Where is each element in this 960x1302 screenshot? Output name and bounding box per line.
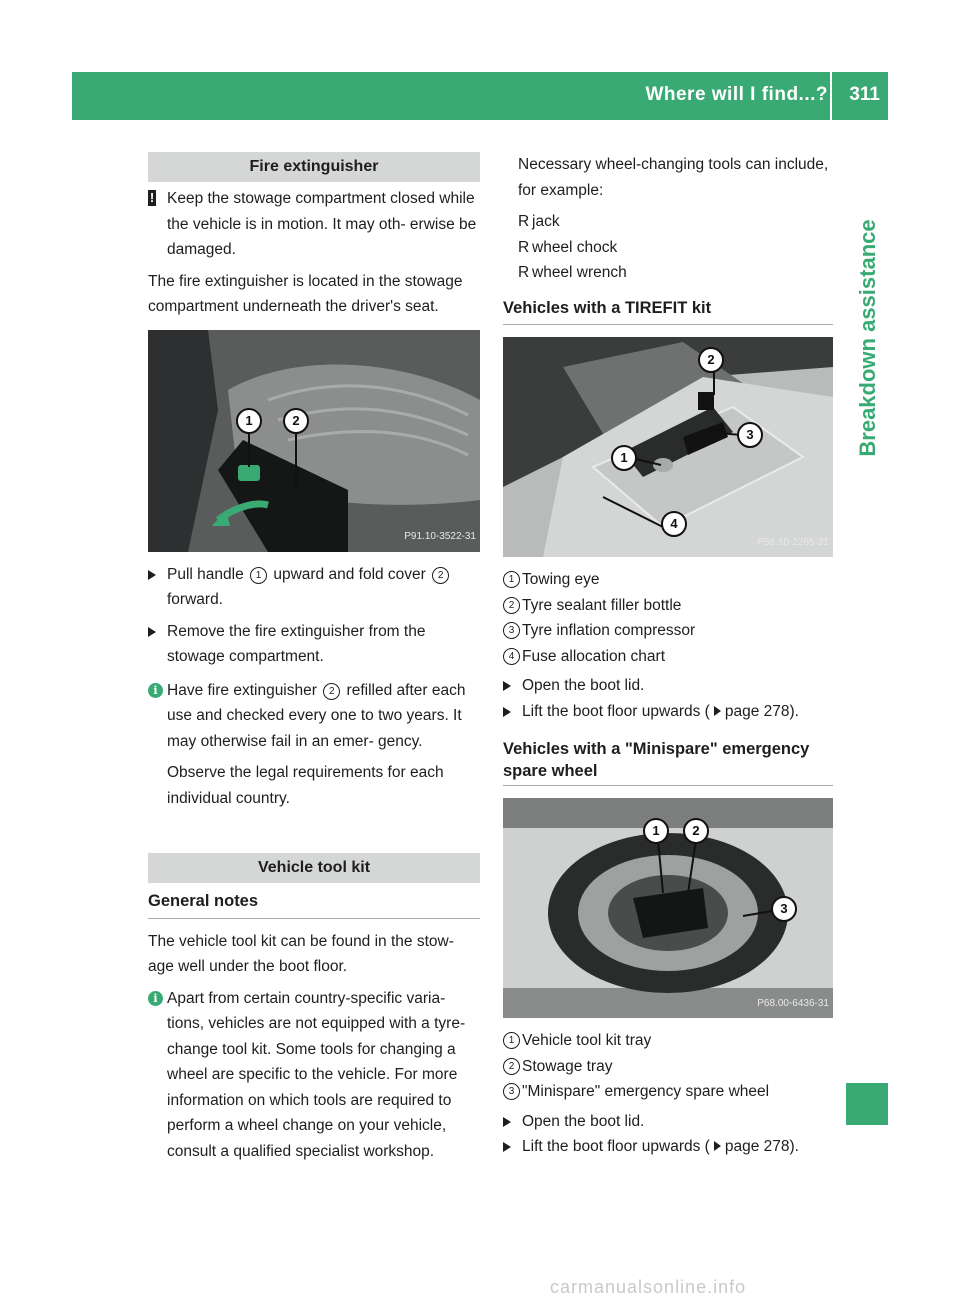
circled-number: 1 [503,571,520,588]
tirefit-photo [503,337,833,557]
circled-number: 4 [503,648,520,665]
page-reference-icon [714,706,721,716]
info-icon: i [148,991,163,1006]
toolkit-paragraph: The vehicle tool kit can be found in the stow- age well under the boot floor. [148,932,454,975]
callout-2: 2 [698,347,724,373]
callout-2: 2 [283,408,309,434]
circled-number: 1 [503,1032,520,1049]
callout-1: 1 [236,408,262,434]
fire-warning: ! Keep the stowage compartment closed while the vehicle is in motion. It may oth- erwise be damaged. [149,190,477,258]
circled-number: 2 [432,567,449,584]
fire-heading: Fire extinguisher [148,152,480,182]
side-tab-block [846,1083,888,1125]
page-reference-icon [714,1141,721,1151]
step-remove: Remove the fire extinguisher from the stowage compartment. [148,619,480,670]
minispare-photo [503,798,833,1018]
callout-1: 1 [643,818,669,844]
step-open-boot: Open the boot lid. [503,673,833,699]
page-reference-link[interactable]: page 278). [724,1138,799,1155]
fire-info: i Have fire extinguisher 2 refilled after each use and checked every one to two years. It may otherwise fail in an emer- gency. [148,678,480,755]
list-item: R wheel chock [518,235,833,261]
warning-icon: ! [149,190,155,205]
legend-item: 2 Stowage tray [503,1054,833,1080]
right-column [503,152,833,1160]
legend-item: 1 Towing eye [503,567,833,593]
fire-photo [148,330,480,552]
step-lift-floor: Lift the boot floor upwards ( page 278). [503,699,833,725]
section-title: Where will I find...? [645,84,828,105]
photo-code: P58.10-2265-31 [757,536,829,548]
callout-3: 3 [737,422,763,448]
tirefit-heading: Vehicles with a TIREFIT kit [503,296,833,326]
page-number: 311 [849,84,880,105]
fire-paragraph: The fire extinguisher is located in the stowage compartment underneath the driver's seat. [148,272,463,315]
step-open-boot: Open the boot lid. [503,1109,833,1135]
callout-3: 3 [771,896,797,922]
seat-illustration [148,330,480,552]
callout-4: 4 [661,511,687,537]
photo-code: P68.00-6436-31 [757,997,829,1009]
toolkit-info: i Apart from certain country-specific varia- tions, vehicles are not equipped with a tyre- change tool kit. Some tools for changing a wheel are specific to the vehicle. For more information on which tools are required to perform a wheel change on your vehicle, consult a qualified specialist workshop. [148,986,480,1165]
tools-intro: Necessary wheel-changing tools can include, for example: [518,156,829,199]
general-notes-heading: General notes [148,889,480,919]
side-tab [846,138,888,1218]
step-arrow-icon [503,707,511,717]
legend-item: 3 Tyre inflation compressor [503,618,833,644]
left-column [148,152,480,1170]
side-tab-label: Breakdown assistance [855,219,880,457]
circled-number: 2 [503,1058,520,1075]
header-bar [72,72,888,120]
circled-number: 3 [503,1083,520,1100]
legend-item: 4 Fuse allocation chart [503,644,833,670]
step-arrow-icon [503,1142,511,1152]
list-item: R wheel wrench [518,260,833,286]
callout-1: 1 [611,445,637,471]
footer-watermark: carmanualsonline.info [550,1277,747,1297]
step-arrow-icon [148,570,156,580]
legend-item: 3 "Minispare" emergency spare wheel [503,1079,833,1105]
toolkit-heading: Vehicle tool kit [148,853,480,883]
fire-info-legal: Observe the legal requirements for each individual country. [167,764,444,807]
list-item: R jack [518,209,833,235]
circled-number: 2 [323,683,340,700]
page-reference-link[interactable]: page 278). [724,702,799,720]
callout-2: 2 [683,818,709,844]
legend-item: 2 Tyre sealant filler bottle [503,593,833,619]
step-arrow-icon [148,627,156,637]
step-arrow-icon [503,681,511,691]
minispare-heading: Vehicles with a "Minispare" emergency spare wheel [503,738,833,786]
photo-code: P91.10-3522-31 [404,531,476,542]
circled-number: 3 [503,622,520,639]
circled-number: 2 [503,597,520,614]
circled-number: 1 [250,567,267,584]
legend-item: 1 Vehicle tool kit tray [503,1028,833,1054]
tools-list [503,209,833,286]
step-arrow-icon [503,1117,511,1127]
info-icon: i [148,683,163,698]
step-lift-floor: Lift the boot floor upwards ( page 278). [503,1134,833,1160]
step-pull-handle: Pull handle 1 upward and fold cover 2 forward. [148,562,480,613]
header-divider [830,72,832,120]
